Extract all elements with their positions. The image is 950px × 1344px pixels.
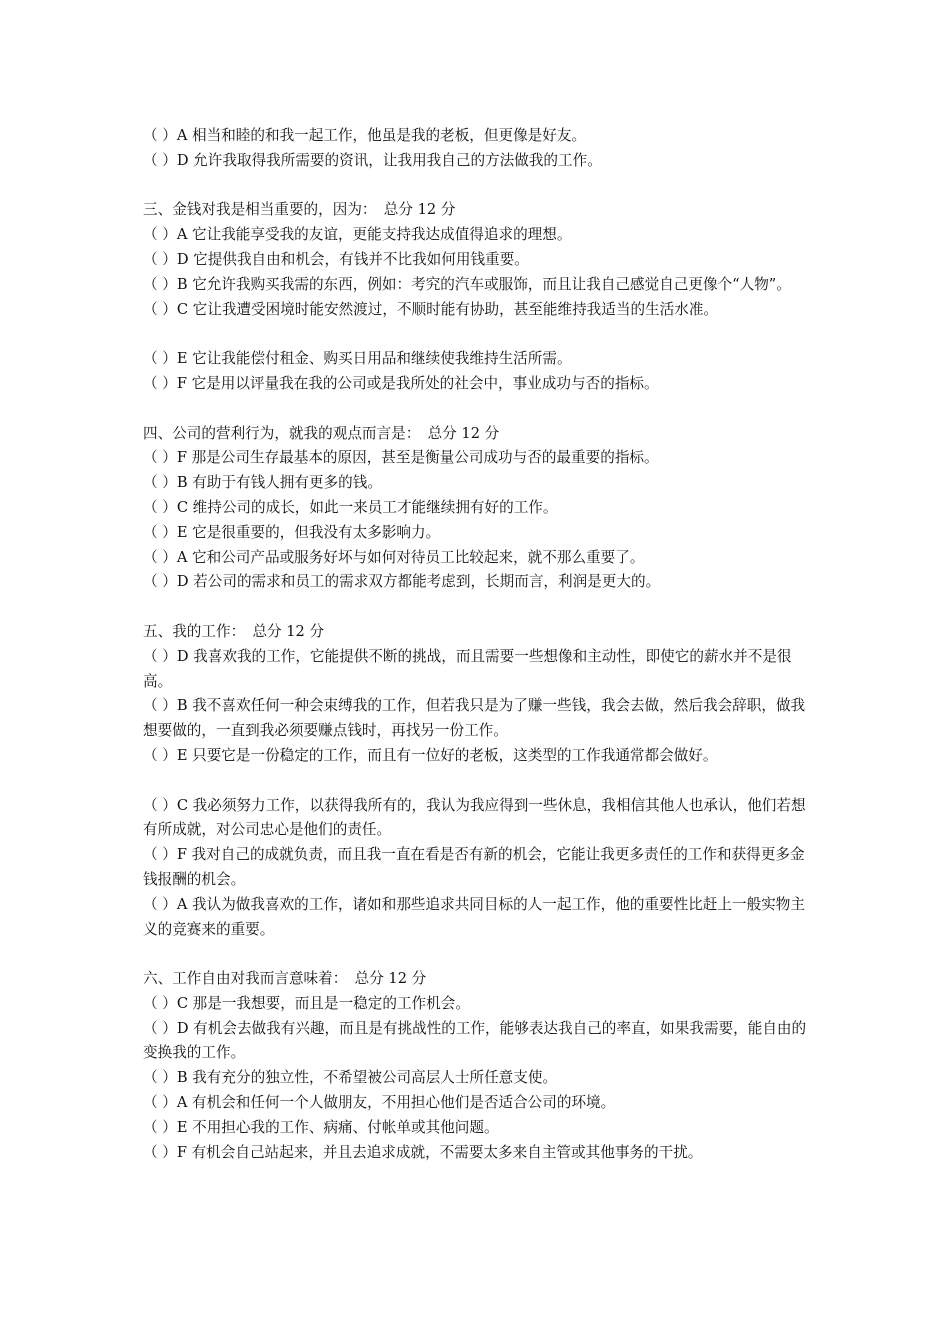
answer-option: （ ）F 有机会自己站起来，并且去追求成就，不需要太多来自主管或其他事务的干扰。: [143, 1143, 703, 1161]
answer-option: （ ）B 有助于有钱人拥有更多的钱。: [143, 474, 382, 492]
answer-option: （ ）F 那是公司生存最基本的原因，甚至是衡量公司成功与否的最重要的指标。: [143, 449, 659, 467]
blank-line: [143, 174, 811, 199]
answer-option: （ ）D 有机会去做我有兴趣，而且是有挑战性的工作，能够表达我自己的率直，如果我需要，能自由的变换我的工作。: [143, 1019, 807, 1062]
answer-option: （ ）D 我喜欢我的工作，它能提供不断的挑战，而且需要一些想像和主动性，即使它的薪水并不是很高。: [143, 647, 792, 690]
answer-option: （ ）B 它允许我购买我需的东西，例如：考究的汽车或服饰，而且让我自己感觉自己更像个“人物”。: [143, 275, 791, 293]
answer-option: （ ）C 那是一我想要，而且是一稳定的工作机会。: [143, 994, 470, 1012]
answer-option: （ ）D 允许我取得我所需要的资讯，让我用我自己的方法做我的工作。: [143, 151, 602, 169]
blank-line: [143, 769, 811, 794]
answer-option: （ ）D 它提供我自由和机会，有钱并不比我如何用钱重要。: [143, 250, 529, 268]
answer-option: （ ）F 它是用以评量我在我的公司或是我所处的社会中，事业成功与否的指标。: [143, 374, 659, 392]
section-heading: 六、工作自由对我而言意味着： 总分 12 分: [143, 970, 427, 988]
answer-option: （ ）E 它是很重要的，但我没有太多影响力。: [143, 523, 441, 541]
blank-line: [143, 322, 811, 347]
blank-line: [143, 595, 811, 620]
answer-option: （ ）E 只要它是一份稳定的工作，而且有一位好的老板，这类型的工作我通常都会做好。: [143, 746, 718, 764]
answer-option: （ ）A 有机会和任何一个人做朋友，不用担心他们是否适合公司的环境。: [143, 1094, 616, 1112]
answer-option: （ ）E 它让我能偿付租金、购买日用品和继续使我维持生活所需。: [143, 350, 572, 368]
section-heading: 四、公司的营利行为，就我的观点而言是： 总分 12 分: [143, 424, 500, 442]
section-heading: 五、我的工作： 总分 12 分: [143, 622, 325, 640]
answer-option: （ ）D 若公司的需求和员工的需求双方都能考虑到，长期而言，利润是更大的。: [143, 573, 661, 591]
answer-option: （ ）A 它和公司产品或服务好坏与如何对待员工比较起来，就不那么重要了。: [143, 548, 645, 566]
answer-option: （ ）C 维持公司的成长，如此一来员工才能继续拥有好的工作。: [143, 498, 558, 516]
answer-option: （ ）C 我必须努力工作，以获得我所有的，我认为我应得到一些休息，我相信其他人也承认，他们若想有所成就，对公司忠心是他们的责任。: [143, 796, 806, 839]
answer-option: （ ）F 我对自己的成就负责，而且我一直在看是否有新的机会，它能让我更多责任的工作和获得更多金钱报酬的机会。: [143, 846, 805, 888]
answer-option: （ ）A 我认为做我喜欢的工作，诸如和那些追求共同目标的人一起工作，他的重要性比赶上一般实物主义的竞赛来的重要。: [143, 895, 805, 938]
answer-option: （ ）C 它让我遭受困境时能安然渡过，不顺时能有协助，甚至能维持我适当的生活水准。: [143, 300, 719, 318]
answer-option: （ ）B 我有充分的独立性，不希望被公司高层人士所任意支使。: [143, 1069, 558, 1087]
section-heading: 三、金钱对我是相当重要的，因为： 总分 12 分: [143, 201, 456, 219]
document-body: [143, 124, 811, 1165]
blank-line: [143, 942, 811, 967]
blank-line: [143, 397, 811, 422]
answer-option: （ ）A 相当和睦的和我一起工作，他虽是我的老板，但更像是好友。: [143, 127, 587, 144]
answer-option: （ ）B 我不喜欢任何一种会束缚我的工作，但若我只是为了赚一些钱，我会去做，然后我会辞职，做我想要做的，一直到我必须要赚点钱时，再找另一份工作。: [143, 697, 806, 740]
answer-option: （ ）A 它让我能享受我的友谊，更能支持我达成值得追求的理想。: [143, 226, 572, 244]
answer-option: （ ）E 不用担心我的工作、病痛、付帐单或其他问题。: [143, 1118, 499, 1136]
